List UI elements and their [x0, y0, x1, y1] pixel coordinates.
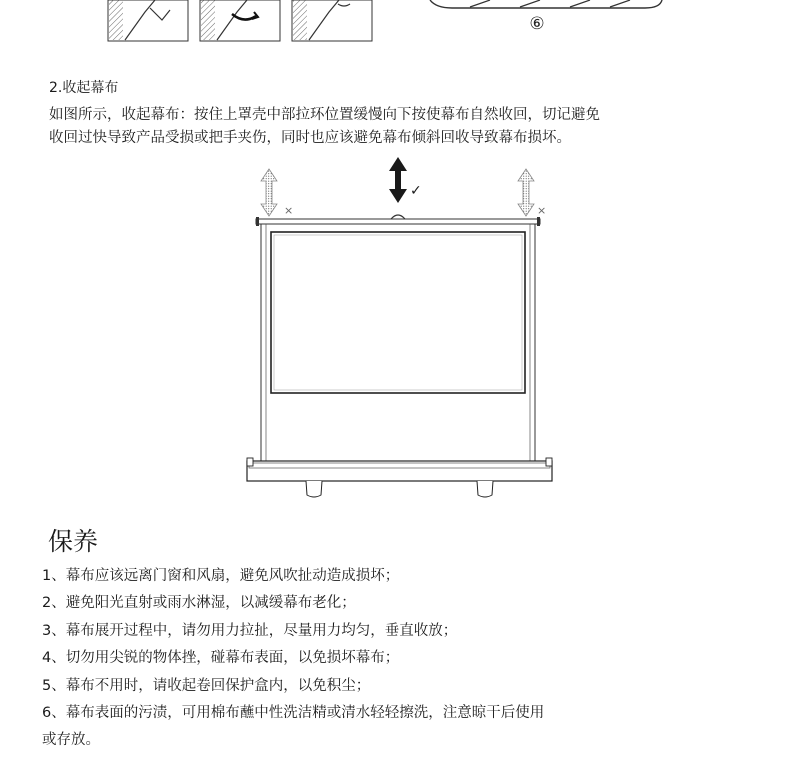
- care-list: [42, 563, 762, 755]
- center-arrow-correct: [389, 157, 422, 203]
- left-foot: [306, 481, 322, 497]
- right-arrow-wrong: [518, 169, 546, 217]
- list-item: 1、幕布应该远离门窗和风扇，避免风吹扯动造成损坏；: [42, 568, 400, 584]
- body-line-2: 收回过快导致产品受损或把手夹伤，同时也应该避免幕布倾斜回收导致幕布损坏。: [49, 130, 571, 146]
- screen-surface: [271, 232, 525, 393]
- section-heading: 2.收起幕布: [49, 80, 119, 96]
- hand-panel-2: [200, 0, 280, 41]
- right-foot: [477, 481, 493, 497]
- care-title: 保养: [48, 527, 99, 556]
- section-body: [49, 104, 749, 150]
- list-item: 或存放。: [42, 732, 100, 749]
- list-item: 3、幕布展开过程中，请勿用力拉扯，尽量用力均匀，垂直收放；: [42, 622, 458, 639]
- body-line-1: 如图所示，收起幕布：按住上罩壳中部拉环位置缓慢向下按使幕布自然收回，切记避免: [49, 107, 600, 123]
- top-illustrations: [0, 0, 790, 45]
- screen-retract-diagram: [0, 150, 790, 510]
- hand-panel-3: [292, 0, 372, 41]
- list-item: 5、幕布不用时，请收起卷回保护盒内，以免积尘；: [42, 677, 371, 694]
- pull-ring: [391, 215, 405, 219]
- left-arrow-wrong: [261, 169, 293, 217]
- base-case: [247, 461, 552, 481]
- screen-case-bottom: [430, 0, 662, 8]
- figure-number-label: ⑥: [529, 14, 545, 34]
- hand-panel-1: [108, 0, 188, 41]
- list-item: 4、切勿用尖锐的物体挫，碰幕布表面，以免损坏幕布；: [42, 650, 400, 667]
- list-item: 2、避免阳光直射或雨水淋湿，以减缓幕布老化；: [42, 595, 356, 612]
- left-wrong-mark: ×: [284, 204, 294, 217]
- correct-mark: ✓: [410, 183, 422, 199]
- right-wrong-mark: ×: [537, 204, 547, 217]
- top-bar: [256, 219, 540, 224]
- list-item: 6、幕布表面的污渍，可用棉布蘸中性洗洁精或清水轻轻擦洗，注意晾干后使用: [42, 705, 545, 722]
